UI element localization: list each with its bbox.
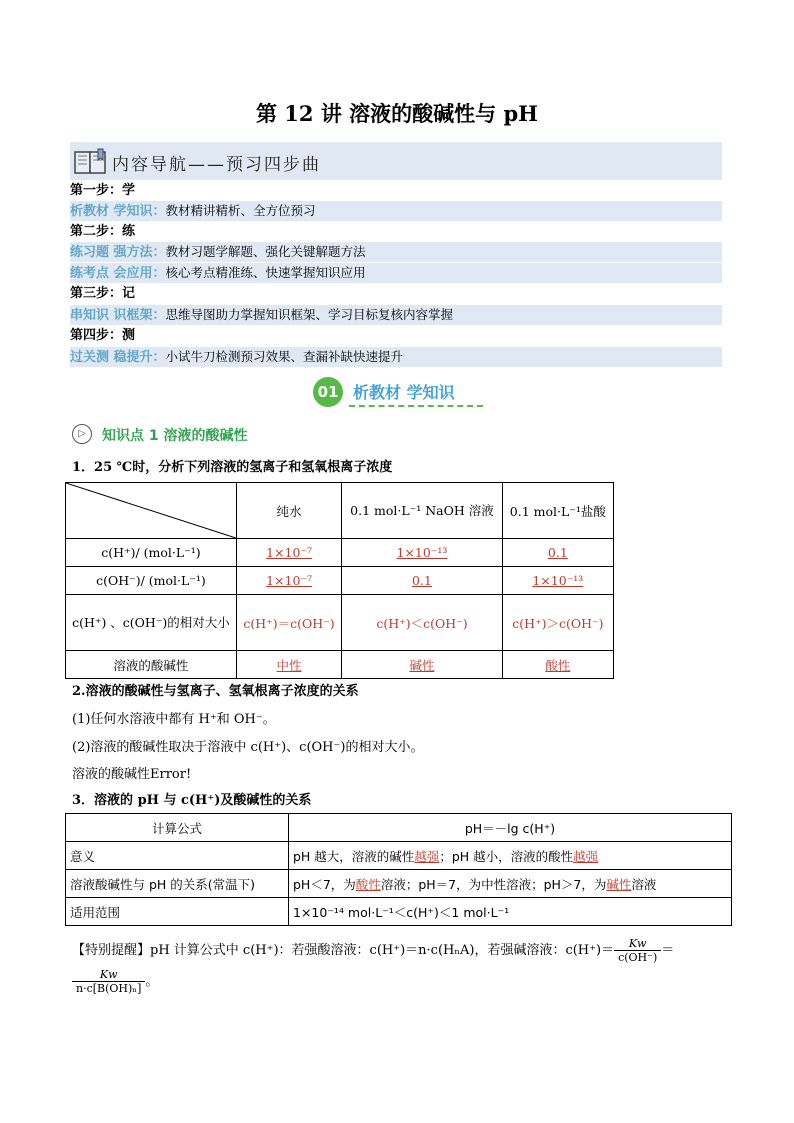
book-icon [73,146,109,176]
header-cell: 纯水 [236,483,341,539]
row-label: 溶液的酸碱性 [66,651,237,679]
row-label: c(H⁺)/ (mol·L⁻¹) [66,539,237,567]
answer: 0.1 [412,573,432,588]
answer: 1×10⁻¹³ [532,573,584,588]
answer: 酸性 [545,657,571,673]
row-label: 溶液酸碱性与 pH 的关系(常温下) [66,870,289,898]
row-label: 计算公式 [66,814,289,842]
fraction-kw-over-oh: $\frac{Kw}{c(OH^-)}$ [614,937,661,964]
answer: 0.1 [547,545,568,560]
guide-row: 第一步：学 [70,183,136,198]
section-underline [349,405,483,407]
answer: 1×10⁻⁷ [266,545,313,560]
special-note-continued: $\frac{Kw}{\text{n·c[B(OH)ₙ]}}$ 。 [72,968,158,995]
answer: 碱性 [409,657,435,673]
guide-row: 第二步：练 [70,224,136,239]
diagonal-header-cell [66,483,237,539]
answer: 中性 [276,657,302,673]
guide-title: 内容导航——预习四步曲 [112,155,321,175]
paragraph-6: 3．溶液的 pH 与 c(H⁺)及酸碱性的关系 [72,793,312,808]
paragraph-3: (1)任何水溶液中都有 H⁺和 OH⁻。 [72,712,276,727]
paragraph-1: 1．25 ℃时，分析下列溶液的氢离子和氢氧根离子浓度 [72,460,393,475]
row-content: pH＜7，为酸性溶液；pH＝7，为中性溶液；pH＞7，为碱性溶液 [289,870,732,898]
arrow-circle-icon: ▷ [72,424,92,444]
row-label: 意义 [66,842,289,870]
guide-row: 过关测 稳提升：小试牛刀检测预习效果、查漏补缺快速提升 [70,347,722,367]
guide-row: 练习题 强方法：教材习题学解题、强化关键解题方法 [70,242,722,262]
answer: 1×10⁻¹³ [396,545,448,560]
row-content: 1×10⁻¹⁴ mol·L⁻¹＜c(H⁺)＜1 mol·L⁻¹ [289,898,732,926]
guide-header [70,142,722,180]
row-label: c(OH⁻)/ (mol·L⁻¹) [66,567,237,595]
paragraph-2: 2.溶液的酸碱性与氢离子、氢氧根离子浓度的关系 [72,684,359,699]
guide-row: 析教材 学知识：教材精讲精析、全方位预习 [70,201,722,221]
concentration-table [65,482,614,679]
guide-row: 串知识 识框架：思维导图助力掌握知识框架、学习目标复核内容掌握 [70,305,722,325]
page-title: 第 12 讲 溶液的酸碱性与 pH [256,101,538,126]
row-label: c(H⁺) 、c(OH⁻)的相对大小 [66,595,237,651]
content-guide [70,142,722,368]
paragraph-5: 溶液的酸碱性Error! [72,767,192,782]
row-content: pH＝－lg c(H⁺) [289,814,732,842]
section-number: 01 [313,377,343,407]
header-cell: 0.1 mol·L⁻¹盐酸 [502,483,613,539]
answer: c(H⁺)＝c(OH⁻) [243,615,335,631]
paragraph-4: (2)溶液的酸碱性取决于溶液中 c(H⁺)、c(OH⁻)的相对大小。 [72,740,424,755]
guide-row: 第四步：测 [70,328,136,343]
guide-row: 第三步：记 [70,286,136,301]
row-label: 适用范围 [66,898,289,926]
ph-table [65,813,732,926]
row-content: pH 越大，溶液的碱性越强；pH 越小，溶液的酸性越强 [289,842,732,870]
section-heading [313,377,483,407]
special-note: 【特别提醒】pH 计算公式中 c(H⁺)：若强酸溶液：c(H⁺)＝n·c(HₙA)，若强碱溶液：c(H⁺)＝ $\frac{Kw}{c(OH^-)}$ ＝ [72,937,675,964]
section-label: 析教材 学知识 [353,383,455,402]
knowledge-point-title: 知识点 1 溶液的酸碱性 [102,428,248,444]
answer: c(H⁺)＞c(OH⁻) [512,615,604,631]
answer: c(H⁺)＜c(OH⁻) [376,615,468,631]
header-cell: 0.1 mol·L⁻¹ NaOH 溶液 [342,483,502,539]
fraction-kw-over-base: $\frac{Kw}{\text{n·c[B(OH)ₙ]}}$ [72,968,145,995]
answer: 1×10⁻⁷ [266,573,313,588]
guide-row: 练考点 会应用：核心考点精准练、快速掌握知识应用 [70,263,722,283]
